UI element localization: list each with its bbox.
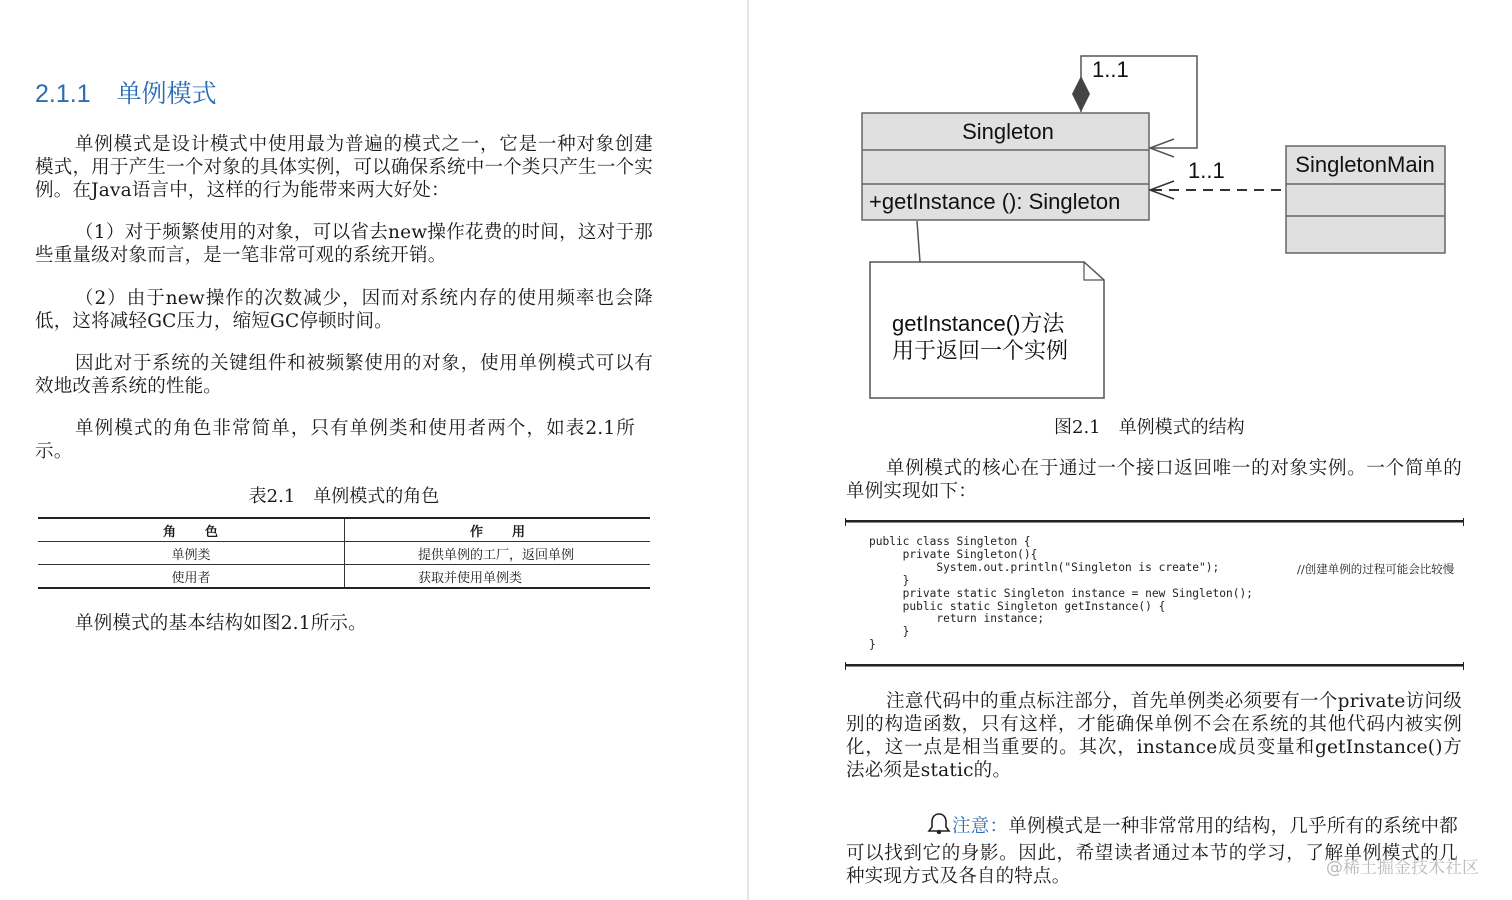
figure-caption: 图2.1 单例模式的结构 [1054, 417, 1245, 438]
note-text: 单例模式是一种非常常用的结构，几乎所有的系统中都可以找到它的身影。因此，希望读者通过本节的学习，了解单例模式的几种实现方式及各自的特点。 [846, 816, 1458, 887]
code-block-bottom-rule [845, 664, 1464, 667]
paragraph-explanation: 注意代码中的重点标注部分，首先单例类必须要有一个private访问级别的构造函数，只有这样，才能确保单例不会在系统的其他代码内被实例化，这一点是相当重要的。其次，instance成员变量和getInstance()方法必须是static的。 [846, 691, 1462, 781]
code-block [845, 520, 1464, 670]
note-line-2: 用于返回一个实例 [892, 338, 1069, 363]
paragraph-intro: 单例模式是设计模式中使用最为普遍的模式之一，它是一种对象创建模式，用于产生一个对象的具体实例，可以确保系统中一个类只产生一个实例。在Java语言中，这样的行为能带来两大好处： [35, 134, 653, 201]
singleton-operation: +getInstance (): Singleton [869, 189, 1121, 214]
table-header-row [38, 518, 650, 542]
code-block-top-rule [845, 520, 1464, 523]
dependency-multiplicity-label: 1..1 [1188, 158, 1225, 183]
paragraph-benefit-1: （1）对于频繁使用的对象，可以省去new操作花费的时间，这对于那些重量级对象而言，是一笔非常可观的系统开销。 [35, 222, 653, 266]
self-multiplicity-label: 1..1 [1092, 57, 1129, 82]
code-comment: //创建单例的过程可能会比较慢 [1297, 562, 1455, 576]
table-row [38, 542, 650, 565]
bell-icon [886, 812, 952, 842]
note-line-1: getInstance()方法 [892, 311, 1065, 336]
paragraph-structure-ref: 单例模式的基本结构如图2.1所示。 [75, 613, 367, 634]
table-cell-purpose: 提供单例的工厂，返回单例 [345, 542, 651, 565]
paragraph-conclusion: 因此对于系统的关键组件和被频繁使用的对象，使用单例模式可以有效地改善系统的性能。 [35, 353, 653, 397]
singleton-class-name: Singleton [962, 119, 1054, 144]
table-caption: 表2.1 单例模式的角色 [248, 486, 440, 507]
table-cell-purpose: 获取并使用单例类 [345, 565, 651, 589]
code-listing: public class Singleton { private Singleton(){ System.out.println("Singleton is create"); } private static Singleton instance = new Singleton(); public static Singleton getInstance() { return instance; } } [869, 535, 1253, 652]
paragraph-code-intro: 单例模式的核心在于通过一个接口返回唯一的对象实例。一个简单的单例实现如下： [846, 458, 1462, 502]
composition-diamond-icon [1072, 76, 1090, 112]
table-header-purpose: 作 用 [345, 518, 651, 542]
paragraph-roles: 单例模式的角色非常简单，只有单例类和使用者两个，如表2.1所示。 [35, 418, 635, 462]
watermark: @稀土掘金技术社区 [1326, 858, 1479, 878]
section-title: 单例模式 [116, 80, 217, 108]
table-cell-role: 单例类 [38, 542, 345, 565]
table-header-role: 角 色 [38, 518, 345, 542]
table-cell-role: 使用者 [38, 565, 345, 589]
paragraph-benefit-2: （2）由于new操作的次数减少，因而对系统内存的使用频率也会降低，这将减轻GC压力，缩短GC停顿时间。 [35, 288, 653, 332]
section-number: 2.1.1 [35, 80, 91, 108]
uml-class-diagram [0, 0, 1512, 410]
singleton-main-class-name: SingletonMain [1295, 152, 1435, 177]
note-label: 注意： [952, 816, 1009, 837]
roles-table [38, 517, 650, 589]
table-row [38, 565, 650, 589]
